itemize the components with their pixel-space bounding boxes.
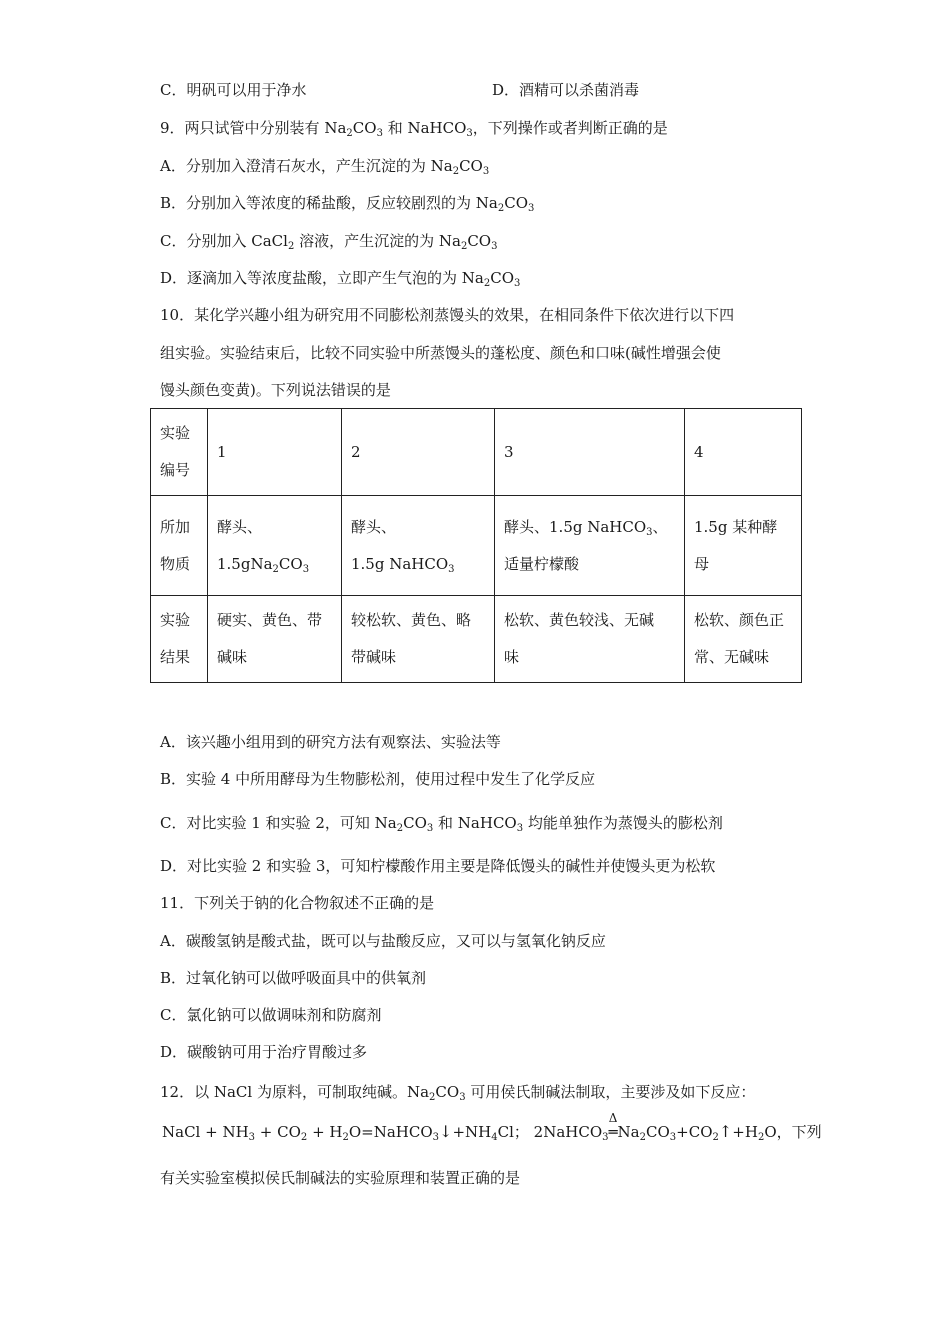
- q9-option-a: A．分别加入澄清石灰水，产生沉淀的为 $Na_2CO_3$: [160, 157, 490, 177]
- q9-stem: 9．两只试管中分别装有 $Na_2CO_3$ 和 NaHCO$_3$，下列操作或者判断正确的是: [160, 119, 668, 139]
- q9-option-d: D．逐滴加入等浓度盐酸，立即产生气泡的为 $Na_2CO_3$: [160, 269, 521, 289]
- table-cell: 较松软、黄色、略 带碱味: [342, 596, 495, 683]
- table-cell: 1.5g 某种酵 母: [685, 496, 802, 596]
- experiment-table: [150, 408, 802, 683]
- q12-stem: 12．以 NaCl 为原料，可制取纯碱。$Na_2CO_3$ 可用侯氏制碱法制取，主要涉及如下反应：: [160, 1083, 756, 1103]
- table-cell: 4: [685, 409, 802, 496]
- table-cell: 松软、颜色正 常、无碱味: [685, 596, 802, 683]
- q12-reaction-equations: NaCl + $NH_3 + CO_2$ + $H_2O=NaHCO_3↓+NH_4Cl$； 2NaHCO$_3$ Δ $═Na_2CO_3+CO_2↑+H_2O$，下列: [162, 1120, 822, 1144]
- table-row: [151, 409, 802, 496]
- q9-option-b: B．分别加入等浓度的稀盐酸，反应较剧烈的为 $Na_2CO_3$: [160, 194, 535, 214]
- q12-stem-line-3: 有关实验室模拟侯氏制碱法的实验原理和装置正确的是: [160, 1169, 521, 1187]
- q9-option-c: C．分别加入 CaCl$_2$ 溶液，产生沉淀的为 $Na_2CO_3$: [160, 232, 498, 252]
- table-cell: 实验 结果: [151, 596, 208, 683]
- table-cell: 3: [495, 409, 685, 496]
- q10-stem-line-3: 馒头颜色变黄)。下列说法错误的是: [160, 381, 391, 399]
- precipitate-arrow-icon: ↓: [439, 1122, 453, 1141]
- q8-option-d: D．酒精可以杀菌消毒: [492, 81, 640, 99]
- table-cell: 所加 物质: [151, 496, 208, 596]
- table-cell: 松软、黄色较浅、无碱 味: [495, 596, 685, 683]
- heat-triangle-icon: Δ: [608, 1111, 618, 1125]
- q10-option-a: A．该兴趣小组用到的研究方法有观察法、实验法等: [160, 733, 501, 751]
- q8-option-c: C．明矾可以用于净水: [160, 81, 307, 99]
- q10-stem-line-1: 10．某化学兴趣小组为研究用不同膨松剂蒸馒头的效果，在相同条件下依次进行以下四: [160, 306, 735, 324]
- q11-option-b: B．过氧化钠可以做呼吸面具中的供氧剂: [160, 969, 427, 987]
- q11-stem: 11．下列关于钠的化合物叙述不正确的是: [160, 894, 435, 912]
- table-row: [151, 496, 802, 596]
- q10-option-d: D．对比实验 2 和实验 3，可知柠檬酸作用主要是降低馒头的碱性并使馒头更为松软: [160, 857, 716, 875]
- table-cell: 酵头、 $1.5gNa_2CO_3$: [208, 496, 342, 596]
- table-cell: 酵头、 1.5g NaHCO$_3$: [342, 496, 495, 596]
- table-cell: 2: [342, 409, 495, 496]
- table-row: [151, 596, 802, 683]
- q10-stem-line-2: 组实验。实验结束后，比较不同实验中所蒸馒头的蓬松度、颜色和口味(碱性增强会使: [160, 344, 721, 362]
- table-cell: 酵头、1.5g NaHCO$_3$、 适量柠檬酸: [495, 496, 685, 596]
- q10-option-c: C．对比实验 1 和实验 2，可知 $Na_2CO_3$ 和 NaHCO$_3$ 均能单独作为蒸馒头的膨松剂: [160, 814, 723, 834]
- table-cell: 硬实、黄色、带 碱味: [208, 596, 342, 683]
- heating-condition: Δ ═: [609, 1120, 618, 1144]
- q11-option-a: A．碳酸氢钠是酸式盐，既可以与盐酸反应，又可以与氢氧化钠反应: [160, 932, 606, 950]
- q11-option-d: D．碳酸钠可用于治疗胃酸过多: [160, 1043, 368, 1061]
- q11-option-c: C．氯化钠可以做调味剂和防腐剂: [160, 1006, 382, 1024]
- table-cell: 1: [208, 409, 342, 496]
- table-cell: 实验 编号: [151, 409, 208, 496]
- gas-arrow-icon: ↑: [718, 1122, 733, 1141]
- q10-option-b: B．实验 4 中所用酵母为生物膨松剂，使用过程中发生了化学反应: [160, 770, 596, 788]
